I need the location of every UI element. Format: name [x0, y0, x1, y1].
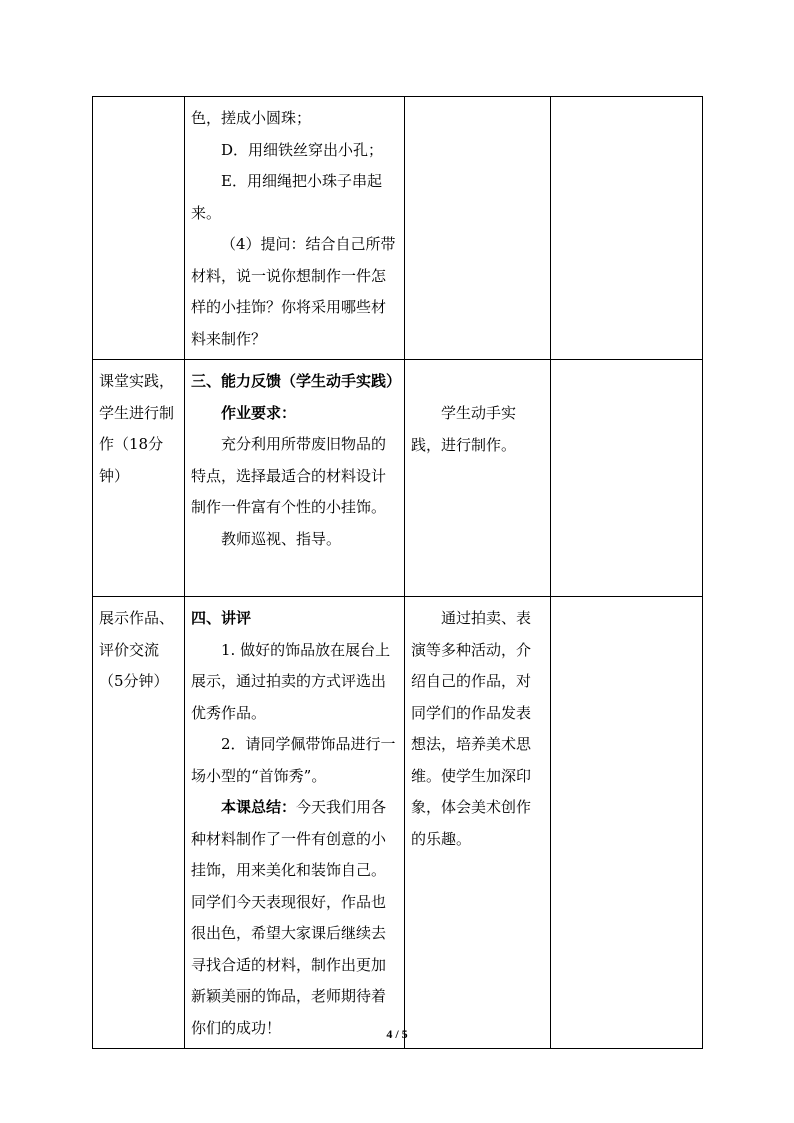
- table-row: [93, 597, 703, 1049]
- content-line: D．用细铁丝穿出小孔；: [221, 140, 384, 159]
- requirement-label: 作业要求：: [221, 403, 297, 422]
- teacher-activity-cell: [185, 97, 405, 360]
- content-line: 2．请同学佩带饰品进行一场小型的“首饰秀”。: [191, 735, 396, 785]
- student-activity-cell: [405, 97, 551, 360]
- teacher-activity-cell: [185, 360, 405, 597]
- stage-cell: [93, 597, 185, 1049]
- stage-label: 课堂实践，学生进行制作（18分钟）: [99, 372, 175, 485]
- content-line: 教师巡视、指导。: [221, 529, 342, 548]
- summary-paragraph: [191, 792, 398, 1044]
- table-row: [93, 97, 703, 360]
- content-line: E．用细绳把小珠子串起来。: [191, 172, 382, 222]
- stage-label: 展示作品、评价交流（5分钟）: [99, 609, 175, 690]
- page-number: 4 / 5: [386, 1027, 408, 1041]
- summary-text: 今天我们用各种材料制作了一件有创意的小挂饰，用来美化和装饰自己。同学们今天表现很好，作品也很出色，希望大家课后继续去寻找合适的材料，制作出更加新颖美丽的饰品，老师期待着你们的成功！: [191, 798, 387, 1037]
- summary-label: 本课总结：: [221, 798, 297, 816]
- lesson-plan-table: [92, 96, 703, 1049]
- content-line: （4）提问：结合自己所带材料，说一说你想制作一件怎样的小挂饰？你将采用哪些材料来制作？: [191, 235, 396, 348]
- student-activity-text: 学生动手实践，进行制作。: [411, 404, 517, 454]
- table-row: [93, 360, 703, 597]
- notes-cell: [551, 97, 703, 360]
- student-activity-cell: [405, 597, 551, 1049]
- student-activity-cell: [405, 360, 551, 597]
- content-line: 色，搓成小圆珠；: [191, 109, 312, 127]
- content-line: 充分利用所带废旧物品的特点，选择最适合的材料设计制作一件富有个性的小挂饰。: [191, 435, 387, 516]
- stage-cell: [93, 97, 185, 360]
- teacher-activity-cell: [185, 597, 405, 1049]
- content-line: 1. 做好的饰品放在展台上展示，通过拍卖的方式评选出优秀作品。: [191, 640, 391, 722]
- notes-cell: [551, 597, 703, 1049]
- stage-cell: [93, 360, 185, 597]
- notes-cell: [551, 360, 703, 597]
- section-heading: 三、能力反馈（学生动手实践）: [191, 372, 402, 390]
- student-activity-text: 通过拍卖、表演等多种活动，介绍自己的作品，对同学们的作品发表想法，培养美术思维。使学生加深印象，体会美术创作的乐趣。: [411, 609, 532, 848]
- section-heading: 四、讲评: [191, 609, 252, 627]
